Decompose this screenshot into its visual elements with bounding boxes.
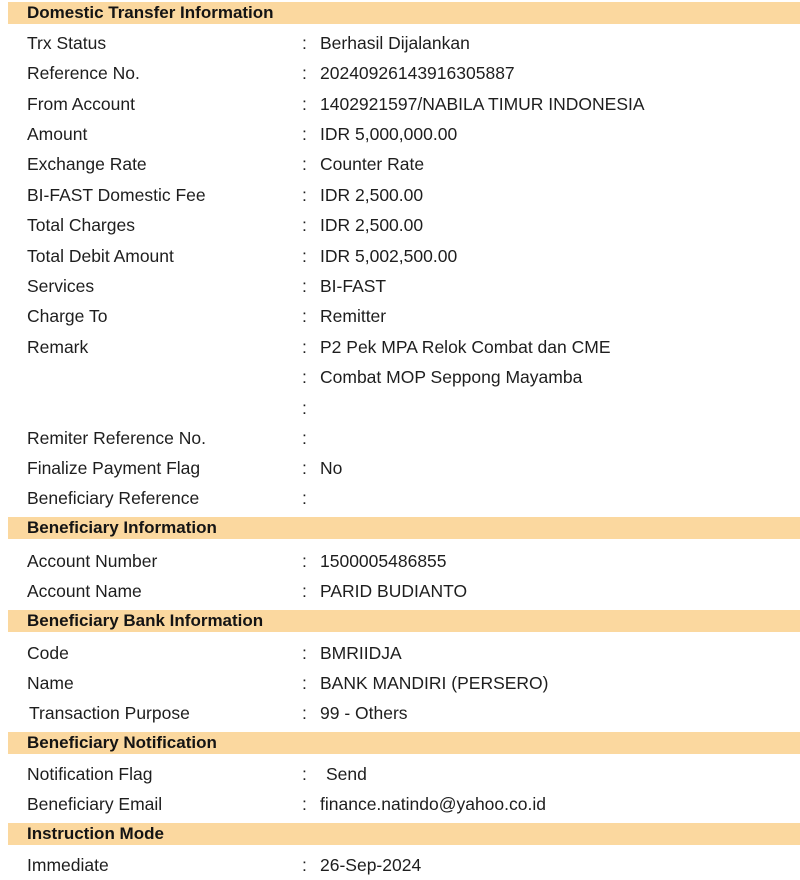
field-separator: : xyxy=(302,154,307,174)
field-separator: : xyxy=(302,124,307,144)
field-separator: : xyxy=(302,581,307,601)
row-beneficiary-reference xyxy=(0,483,800,513)
field-separator: : xyxy=(302,367,307,387)
field-label: Trx Status xyxy=(27,33,107,53)
field-label: Notification Flag xyxy=(27,764,153,784)
field-separator: : xyxy=(302,703,307,723)
field-separator: : xyxy=(302,246,307,266)
field-label: Code xyxy=(27,643,69,663)
field-separator: : xyxy=(302,794,307,814)
row-finalize-payment-flag xyxy=(0,453,800,483)
field-value: 1500005486855 xyxy=(320,551,447,571)
field-separator: : xyxy=(302,215,307,235)
field-value: PARID BUDIANTO xyxy=(320,581,468,601)
row-exchange-rate xyxy=(0,149,800,179)
field-separator: : xyxy=(302,488,307,508)
field-separator: : xyxy=(302,764,307,784)
field-value: IDR 2,500.00 xyxy=(320,185,424,205)
row-transaction-purpose xyxy=(0,698,800,728)
field-label: Total Debit Amount xyxy=(27,246,174,266)
row-bi-fast-fee xyxy=(0,180,800,210)
field-value: IDR 5,002,500.00 xyxy=(320,246,458,266)
row-immediate xyxy=(0,850,800,880)
field-label: Immediate xyxy=(27,855,109,875)
field-separator: : xyxy=(302,855,307,875)
field-value: 1402921597/NABILA TIMUR INDONESIA xyxy=(320,94,645,114)
field-separator: : xyxy=(302,337,307,357)
field-value: Combat MOP Seppong Mayamba xyxy=(320,367,583,387)
field-value: 26-Sep-2024 xyxy=(320,855,422,875)
field-value: BMRIIDJA xyxy=(320,643,402,663)
row-remiter-reference-no xyxy=(0,423,800,453)
row-charge-to xyxy=(0,301,800,331)
field-separator: : xyxy=(302,551,307,571)
field-separator: : xyxy=(302,398,307,418)
field-separator: : xyxy=(302,185,307,205)
field-separator: : xyxy=(302,276,307,296)
field-value: 20240926143916305887 xyxy=(320,63,515,83)
field-separator: : xyxy=(302,33,307,53)
row-account-number xyxy=(0,546,800,576)
field-value: Send xyxy=(326,764,367,784)
field-label: Remark xyxy=(27,337,89,357)
row-reference-no xyxy=(0,58,800,88)
field-value: No xyxy=(320,458,343,478)
field-value: IDR 2,500.00 xyxy=(320,215,424,235)
field-value: BI-FAST xyxy=(320,276,387,296)
field-value: Berhasil Dijalankan xyxy=(320,33,470,53)
row-account-name xyxy=(0,576,800,606)
row-total-charges xyxy=(0,210,800,240)
field-separator: : xyxy=(302,428,307,448)
field-value: P2 Pek MPA Relok Combat dan CME xyxy=(320,337,611,357)
row-notification-flag xyxy=(0,759,800,789)
field-label: Services xyxy=(27,276,95,296)
section-header-beneficiary-notification: Beneficiary Notification xyxy=(8,732,800,754)
field-value: 99 - Others xyxy=(320,703,408,723)
field-value: IDR 5,000,000.00 xyxy=(320,124,458,144)
section-header-domestic-transfer: Domestic Transfer Information xyxy=(8,2,800,24)
field-label: Total Charges xyxy=(27,215,135,235)
field-separator: : xyxy=(302,94,307,114)
row-beneficiary-email xyxy=(0,789,800,819)
field-label: Finalize Payment Flag xyxy=(27,458,201,478)
field-separator: : xyxy=(302,673,307,693)
field-label: Account Name xyxy=(27,581,142,601)
row-amount xyxy=(0,119,800,149)
field-label: Reference No. xyxy=(27,63,140,83)
field-separator: : xyxy=(302,63,307,83)
row-remark-line-3 xyxy=(0,393,800,423)
field-value: Counter Rate xyxy=(320,154,425,174)
field-value: Remitter xyxy=(320,306,387,326)
field-label: Remiter Reference No. xyxy=(27,428,206,448)
field-label: Name xyxy=(27,673,74,693)
field-label: Beneficiary Reference xyxy=(27,488,200,508)
field-value: finance.natindo@yahoo.co.id xyxy=(320,794,546,814)
field-value: BANK MANDIRI (PERSERO) xyxy=(320,673,549,693)
row-trx-status xyxy=(0,28,800,58)
field-separator: : xyxy=(302,643,307,663)
row-remark xyxy=(0,332,800,362)
field-separator: : xyxy=(302,458,307,478)
row-total-debit-amount xyxy=(0,241,800,271)
section-header-beneficiary-info: Beneficiary Information xyxy=(8,517,800,539)
row-bank-name xyxy=(0,668,800,698)
field-label: Transaction Purpose xyxy=(29,703,190,723)
field-label: Amount xyxy=(27,124,88,144)
section-header-instruction-mode: Instruction Mode xyxy=(8,823,800,845)
row-from-account xyxy=(0,89,800,119)
field-label: Charge To xyxy=(27,306,108,326)
field-separator: : xyxy=(302,306,307,326)
field-label: BI-FAST Domestic Fee xyxy=(27,185,206,205)
row-services xyxy=(0,271,800,301)
section-header-beneficiary-bank: Beneficiary Bank Information xyxy=(8,610,800,632)
field-label: Account Number xyxy=(27,551,158,571)
field-label: Exchange Rate xyxy=(27,154,147,174)
row-remark-line-2 xyxy=(0,362,800,392)
field-label: Beneficiary Email xyxy=(27,794,163,814)
row-bank-code xyxy=(0,638,800,668)
field-label: From Account xyxy=(27,94,135,114)
